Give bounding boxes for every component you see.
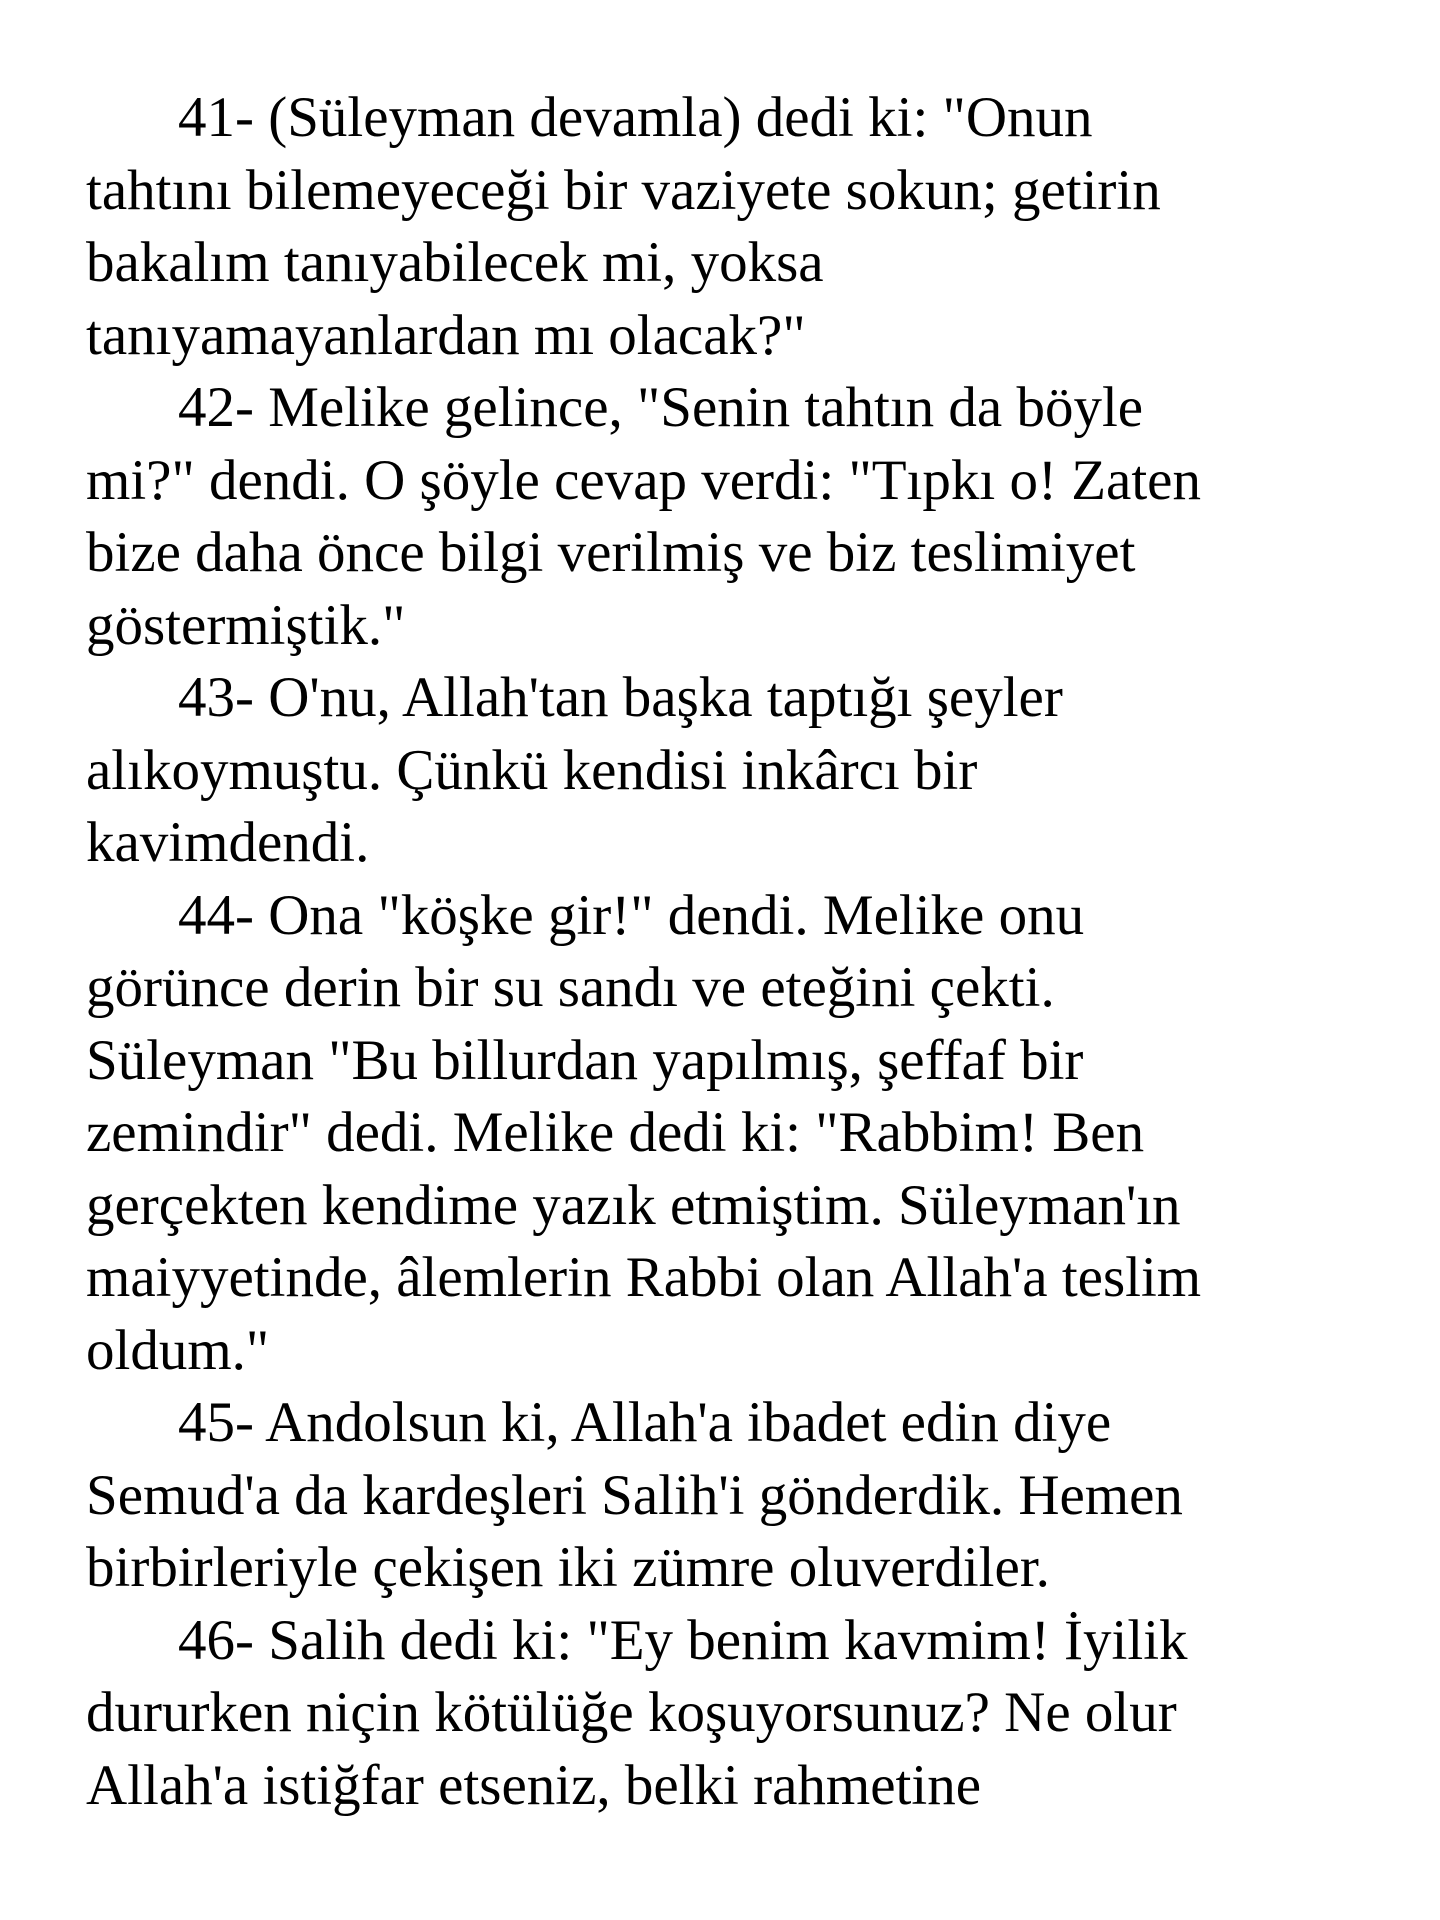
verse-45 [86,1387,1386,1605]
verse-line: 43- O'nu, Allah'tan başka taptığı şeyler [178,666,1063,729]
verse-line: alıkoymuştu. Çünkü kendisi inkârcı bir [86,738,978,802]
verse-41 [86,82,1386,372]
verse-43 [86,662,1386,880]
verse-line: oldum." [86,1318,270,1382]
document-page [86,82,1386,1822]
verse-line: 45- Andolsun ki, Allah'a ibadet edin diye [178,1391,1112,1454]
verse-line: dururken niçin kötülüğe koşuyorsunuz? Ne olur [86,1681,1177,1744]
verse-line: göstermiştik." [86,593,406,657]
verse-44 [86,880,1386,1388]
verse-line: 44- Ona "köşke gir!" dendi. Melike onu [178,883,1085,947]
verse-46 [86,1605,1386,1823]
verse-line: mi?" dendi. O şöyle cevap verdi: "Tıpkı o! Zaten [86,448,1201,512]
verse-line: gerçekten kendime yazık etmiştim. Süleyman'ın [86,1173,1181,1237]
verse-line: Semud'a da kardeşleri Salih'i gönderdik. Hemen [86,1463,1183,1527]
verse-line: Süleyman "Bu billurdan yapılmış, şeffaf bir [86,1028,1084,1092]
verse-line: Allah'a istiğfar etseniz, belki rahmetine [86,1753,982,1817]
verse-line: tahtını bilemeyeceği bir vaziyete sokun; getirin [86,158,1161,222]
verse-line: bize daha önce bilgi verilmiş ve biz teslimiyet [86,521,1136,584]
verse-line: 46- Salih dedi ki: "Ey benim kavmim! İyilik [178,1608,1188,1672]
verse-line: tanıyamayanlardan mı olacak?" [86,303,806,367]
verse-line: zemindir" dedi. Melike dedi ki: "Rabbim! Ben [86,1101,1145,1164]
verse-line: bakalım tanıyabilecek mi, yoksa [86,231,824,294]
verse-line: görünce derin bir su sandı ve eteğini çekti. [86,956,1055,1019]
verse-42 [86,372,1386,662]
verse-line: kavimdendi. [86,811,370,874]
verse-line: birbirleriyle çekişen iki zümre oluverdiler. [86,1536,1050,1599]
verse-line: maiyyetinde, âlemlerin Rabbi olan Allah'a teslim [86,1246,1202,1309]
verse-line: 41- (Süleyman devamla) dedi ki: "Onun [178,86,1093,149]
verse-line: 42- Melike gelince, "Senin tahtın da böyle [178,376,1144,439]
